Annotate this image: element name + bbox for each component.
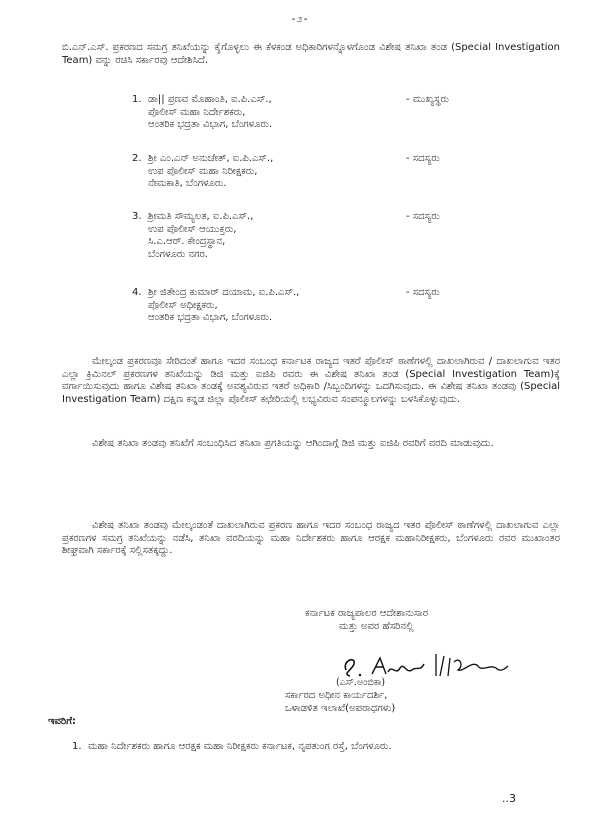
signatory-designation [285,690,545,715]
member-office: ಆಂತರಿಕ ಭದ್ರತಾ ವಿಭಾಗ, ಬೆಂಗಳೂರು. [148,119,273,130]
member-title: ಉಪ ಪೊಲೀಸ್ ಆಯುಕ್ತರು, [148,223,237,235]
handwritten-signature [340,650,540,680]
member-title: ಪೊಲೀಸ್ ಅಧೀಕ್ಷಕರು, [148,299,218,311]
member-role: - ಸದಸ್ಯರು [406,287,440,298]
order-line-governor: ಕರ್ನಾಟಕ ರಾಜ್ಯಪಾಲರ ಆದೇಶಾನುಸಾರ [305,608,429,619]
member-name: ಡಾ|| ಪ್ರಣವ ಮೊಹಾಂತಿ, ಐ.ಪಿ.ಎಸ್., [148,94,272,105]
order-authority-block [305,608,545,633]
recipient-number: 1. [72,741,82,752]
member-office: ಸಿ.ಎ.ಆರ್. ಕೇಂದ್ರಸ್ಥಾನ, [148,236,226,247]
member-number: 3. [132,211,142,222]
member-role: - ಮುಖ್ಯಸ್ಥರು [406,94,449,105]
member-name: ಶ್ರೀ ಎಂ.ಎನ್ ಅನುಚೇತ್, ಐ.ಪಿ.ಎಸ್., [148,153,274,164]
paragraph-investigation-transfer: ಮೇಲ್ಕಂಡ ಪ್ರಕರಣವೂ ಸೇರಿದಂತೆ ಹಾಗೂ ಇದರ ಸಂಬಂಧ ಕರ್ನಾಟಕ ರಾಜ್ಯದ ಇತರೆ ಪೊಲೀಸ್ ಠಾಣೆಗಳಲ್ಲಿ ದಾಖಲಾಗಿರುವ / ದಾಖಲಾಗುವ ಇತರ ಎಲ್ಲಾ ಕ್ರಿಮಿನಲ್ ಪ್ರಕರಣಗಳ ತನಿಖೆಯನ್ನು ಡಿಜಿ ಮತ್ತು ಐಜಿಪಿ ರವರು ಈ ವಿಶೇಷ ತನಿಖಾ ತಂಡ (Special Investigation Team)ಕ್ಕೆ ವರ್ಗಾಯಿಸುವುದು ಹಾಗೂ ವಿಶೇಷ ತನಿಖಾ ತಂಡಕ್ಕೆ ಅವಶ್ಯವಿರುವ ಇತರೆ ಅಧಿಕಾರಿ /ಸಿಬ್ಬಂದಿಗಳನ್ನು ಒದಗಿಸುವುದು. ಈ ವಿಶೇಷ ತನಿಖಾ ತಂಡವು (Special Investigation Team) ದಕ್ಷಿಣ ಕನ್ನಡ ಜಿಲ್ಲಾ ಪೊಲೀಸ್ ಕಛೇರಿಯಲ್ಲಿ ಲಭ್ಯವಿರುವ ಸಂಪನ್ಮೂಲಗಳನ್ನು ಬಳಸಿಕೊಳ್ಳುವುದು. [62,356,560,405]
signature-scribble [340,650,510,680]
member-role: - ಸದಸ್ಯರು [406,211,440,222]
member-title: ಪೊಲೀಸ್ ಮಹಾ ನಿರ್ದೇಶಕರು, [148,106,246,118]
intro-paragraph: ಬಿ.ಎನ್.ಎಸ್. ಪ್ರಕರಣದ ಸಮಗ್ರ ತನಿಖೆಯನ್ನು ಕೈಗೊಳ್ಳಲು ಈ ಕೆಳಕಂಡ ಅಧಿಕಾರಿಗಳನ್ನೊಳಗೊಂಡ ವಿಶೇಷ ತನಿಖಾ ತಂಡ (Special Investigation Team) ವನ್ನು ರಚಿಸಿ ಸರ್ಕಾರವು ಆದೇಶಿಸಿದೆ. [62,42,560,66]
signatory-name: (ಎಸ್.ಅಂಬಿಕಾ) [336,677,386,688]
member-name: ಶ್ರೀ ಜಿತೇಂದ್ರ ಕುಮಾರ್ ದಯಾಮ, ಐ.ಪಿ.ಎಸ್., [148,287,300,298]
designation-line-1: ಸರ್ಕಾರದ ಅಧೀನ ಕಾರ್ಯದರ್ಶಿ, [285,690,388,701]
member-number: 1. [132,94,142,105]
paragraph-progress-report: ವಿಶೇಷ ತನಿಖಾ ತಂಡವು ತನಿಖೆಗೆ ಸಂಬಂಧಿಸಿದ ತನಿಖಾ ಪ್ರಗತಿಯನ್ನು ಆಗಿಂದಾಗ್ಗೆ ಡಿಜಿ ಮತ್ತು ಐಜಿಪಿ ರವರಿಗೆ ವರದಿ ಮಾಡುವುದು. [92,438,494,449]
member-name: ಶ್ರೀಮತಿ ಸೌಮ್ಯಲತ, ಐ.ಪಿ.ಎಸ್., [148,211,254,222]
member-office: ನೇಮಕಾತಿ, ಬೆಂಗಳೂರು. [148,178,227,189]
member-title: ಉಪ ಪೊಲೀಸ್ ಮಹಾ ನಿರೀಕ್ಷಕರು, [148,165,258,177]
member-number: 4. [132,287,142,298]
member-city: ಬೆಂಗಳೂರು ನಗರ. [148,248,208,260]
recipients-heading: ಇವರಿಗೆ: [48,716,77,727]
order-line-name: ಮತ್ತು ಅವರ ಹೆಸರಿನಲ್ಲಿ [339,620,414,632]
paragraph-final-report: ವಿಶೇಷ ತನಿಖಾ ತಂಡವು ಮೇಲ್ಕಂಡಂತೆ ದಾಖಲಾಗಿರುವ ಪ್ರಕರಣ ಹಾಗೂ ಇದರ ಸಂಬಂಧ ರಾಜ್ಯದ ಇತರ ಪೊಲೀಸ್ ಠಾಣೆಗಳಲ್ಲಿ ದಾಖಲಾಗುವ ಎಲ್ಲಾ ಪ್ರಕರಣಗಳ ಸಮಗ್ರ ತನಿಖೆಯನ್ನು ನಡೆಸಿ, ತನಿಖಾ ವರದಿಯನ್ನು ಮಹಾ ನಿರ್ದೇಶಕರು ಹಾಗೂ ಆರಕ್ಷಕ ಮಹಾನಿರೀಕ್ಷಕರು, ಬೆಂಗಳೂರು ರವರ ಮುಖಾಂತರ ಶೀಘ್ರವಾಗಿ ಸರ್ಕಾರಕ್ಕೆ ಸಲ್ಲಿಸತಕ್ಕದ್ದು. [62,520,560,556]
next-page-marker: ..3 [502,792,516,805]
member-number: 2. [132,153,142,164]
page-number: -೨- [291,12,309,25]
member-role: - ಸದಸ್ಯರು [406,153,440,164]
recipient-text: ಮಹಾ ನಿರ್ದೇಶಕರು ಹಾಗೂ ಆರಕ್ಷಕ ಮಹಾ ನಿರೀಕ್ಷಕರು ಕರ್ನಾಟಕ, ನೃಪತುಂಗ ರಸ್ತೆ, ಬೆಂಗಳೂರು. [88,741,392,752]
designation-line-2: ಒಳಾಡಳಿತ ಇಲಾಖೆ(ಅಪರಾಧಗಳು) [285,702,396,714]
member-office: ಆಂತರಿಕ ಭದ್ರತಾ ವಿಭಾಗ, ಬೆಂಗಳೂರು. [148,312,273,323]
